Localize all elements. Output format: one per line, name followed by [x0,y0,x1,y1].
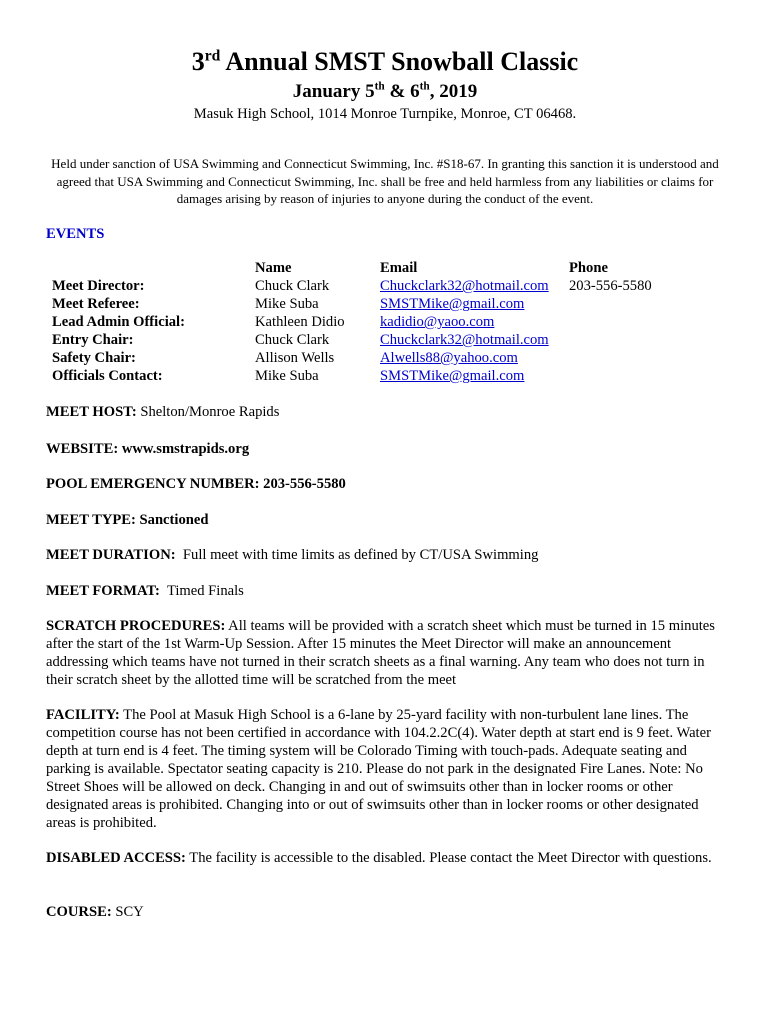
date-suffix: th [419,80,430,93]
title-ordinal-suffix: rd [204,47,221,65]
events-link[interactable]: EVENTS [46,226,105,242]
official-name: Mike Suba [255,368,319,384]
disabled-access-label: DISABLED ACCESS: [46,850,186,866]
title-ordinal-number: 3 [191,47,205,76]
meet-duration-value: Full meet with time limits as defined by CT/USA Swimming [175,547,539,563]
facility-text: The Pool at Masuk High School is a 6-lane by 25-yard facility with non-turbulent lane lines. The competition course has not been certified in accordance with 104.2.2C(4). Water depth at start end is 9 feet. Water depth at turn end is 4 feet. The timing system will be Colorado Timing with touch-pads. Adequate seating and parking is available. Spectator seating capacity is 210. Please do not park in the designated Fire Lanes. Note: No Street Shoes will be allowed on deck. Changing in and out of swimsuits other than in locker rooms or other designated areas is prohibited. Changing into or out of swimsuits other than in locker rooms or other designated areas is prohibited. [46,707,711,831]
facility-label: FACILITY: [46,707,120,723]
official-name: Chuck Clark [255,332,330,348]
meet-duration-line [46,546,726,564]
meet-dates [0,80,770,104]
scratch-procedures-paragraph [46,617,726,689]
official-name: Mike Suba [255,296,319,312]
email-link[interactable]: Alwells88@yahoo.com [380,350,518,366]
date-part: & 6 [384,81,420,102]
role-label: Meet Referee: [52,296,140,312]
role-label: Lead Admin Official: [52,314,185,330]
facility-paragraph [46,706,726,832]
official-name: Kathleen Didio [255,314,345,330]
meet-format-label: MEET FORMAT: [46,583,160,599]
scratch-procedures-text: All teams will be provided with a scratch sheet which must be turned in 15 minutes after the start of the 1st Warm-Up Session. After 15 minutes the Meet Director will make an announcement addressing which teams have not turned in their scratch sheets as a final warning. Any team who does not turn in their scratch sheet by the allotted time will be scratched from the meet [46,618,715,688]
officials-names-column [255,259,345,385]
official-phone: 203-556-5580 [569,278,652,294]
phone-header: Phone [569,260,608,276]
email-header: Email [380,260,418,276]
official-name: Allison Wells [255,350,335,366]
officials-phones-column [569,259,652,295]
email-link[interactable]: Chuckclark32@hotmail.com [380,278,549,294]
role-label: Safety Chair: [52,350,136,366]
email-link[interactable]: kadidio@yaoo.com [380,314,495,330]
website-line [46,440,726,458]
pool-emergency-label: POOL EMERGENCY NUMBER: 203-556-5580 [46,476,346,492]
date-suffix: th [374,80,385,93]
email-link[interactable]: SMSTMike@gmail.com [380,368,525,384]
officials-emails-column [380,259,549,385]
meet-host-value: Shelton/Monroe Rapids [136,404,280,420]
meet-host-line [46,403,726,421]
name-header: Name [255,260,292,276]
course-line [46,903,726,921]
meet-format-line [46,582,726,600]
meet-duration-label: MEET DURATION: [46,547,176,563]
officials-roles-column [52,277,185,385]
disabled-access-paragraph [46,849,726,867]
role-label: Entry Chair: [52,332,134,348]
role-label: Meet Director: [52,278,145,294]
website-label: WEBSITE: www.smstrapids.org [46,441,250,457]
email-link[interactable]: SMSTMike@gmail.com [380,296,525,312]
email-link[interactable]: Chuckclark32@hotmail.com [380,332,549,348]
disabled-access-text: The facility is accessible to the disabled. Please contact the Meet Director with questions. [185,850,712,866]
course-label: COURSE: [46,904,112,920]
course-value: SCY [111,904,144,920]
sanction-statement: Held under sanction of USA Swimming and Connecticut Swimming, Inc. #S18-67. In granting this sanction it is understood and agreed that USA Swimming and Connecticut Swimming, Inc. shall be free and held harmless from any liabilities or claims for damages arising by reason of injuries to anyone during the conduct of the event. [51,156,719,206]
venue-address: Masuk High School, 1014 Monroe Turnpike, Monroe, CT 06468. [193,106,577,122]
role-label: Officials Contact: [52,368,163,384]
meet-type-line [46,511,726,529]
date-part: January 5 [292,81,375,102]
date-part: , 2019 [429,81,478,102]
scratch-procedures-label: SCRATCH PROCEDURES: [46,618,226,634]
page-title [0,46,770,78]
meet-host-label: MEET HOST: [46,404,137,420]
pool-emergency-line [46,475,726,493]
official-name: Chuck Clark [255,278,330,294]
title-text: Annual SMST Snowball Classic [220,47,579,76]
meet-format-value: Timed Finals [159,583,244,599]
meet-type-label: MEET TYPE: Sanctioned [46,512,209,528]
